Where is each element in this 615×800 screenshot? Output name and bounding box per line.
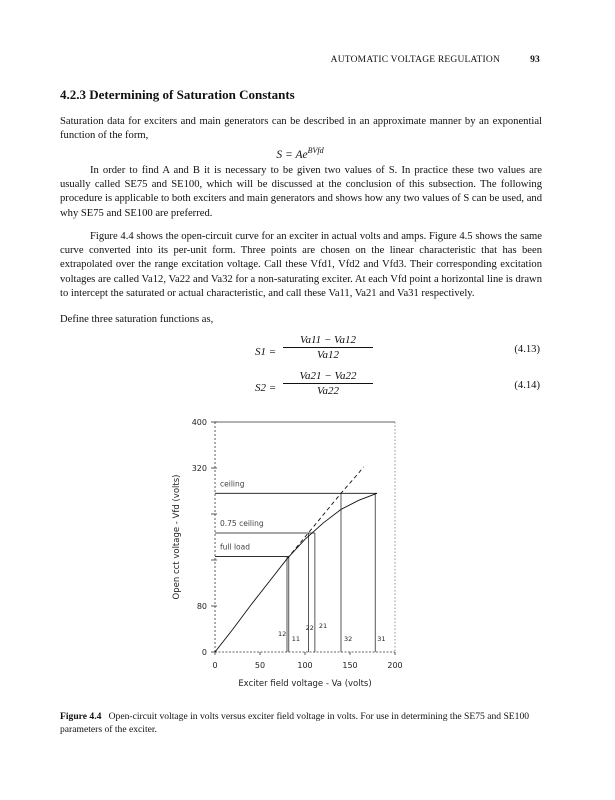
running-header	[60, 55, 540, 69]
paragraph-intro: Saturation data for exciters and main generators can be described in an approximate manner by an exponential function of the form,	[60, 116, 542, 142]
x-tick-label: 50	[254, 661, 266, 670]
y-tick-label: 80	[196, 602, 207, 611]
equation-denominator: Va12	[317, 349, 339, 361]
equation-fraction	[283, 334, 373, 361]
level-label: 0.75 ceiling	[220, 518, 264, 528]
x-tick-label: 150	[342, 661, 358, 670]
equation-exponential	[60, 146, 540, 161]
point-label: 32	[344, 635, 353, 643]
equation-number: (4.14)	[514, 380, 540, 391]
point-label: 21	[318, 622, 328, 630]
paragraph-procedure: In order to find A and B it is necessary to be given two values of S. In practice these two values are usually called SE75 and SE100, which will be discussed at the conclusion of this subsection. The following procedure is applicable to both exciters and main generators and shows how any two values of S can be used, and why SE75 and SE100 are preferred.	[60, 165, 542, 219]
paragraph-figure-description: Figure 4.4 shows the open-circuit curve for an exciter in actual volts and amps. Figure 4.5 shows the same curve converted into its per-unit form. Three points are chosen on the linear characteristic that has been extrapolated over the range excitation voltage. Call these Vfd1, Vfd2 and Vfd3. Their corresponding excitation voltages are called Va12, Va22 and Va32 for a non-saturating exciter. At each Vfd point a horizontal line is drawn to intercept the saturated or actual characteristic, and call these Va11, Va21 and Va31 respectively.	[60, 231, 542, 299]
figure-caption	[60, 710, 542, 736]
figure-caption-text: Open-circuit voltage in volts versus exciter field voltage in volts. For use in determining the SE75 and SE100 parameters of the exciter.	[60, 711, 530, 735]
paragraph-define: Define three saturation functions as,	[60, 314, 214, 325]
saturation-chart	[165, 408, 425, 708]
saturation-curve	[215, 493, 377, 652]
x-tick-label: 200	[387, 661, 403, 670]
equation-lhs: S1 =	[255, 346, 277, 358]
point-label: 11	[291, 635, 301, 643]
y-tick-label: 0	[201, 648, 207, 657]
level-label: full load	[220, 542, 250, 552]
air-gap-line	[287, 467, 364, 559]
equation-lhs: S2 =	[255, 382, 277, 394]
equation-numerator: Va11 − Va12	[283, 334, 373, 348]
y-tick-label: 400	[191, 418, 207, 427]
equation-denominator: Va22	[317, 385, 339, 397]
x-tick-label: 100	[297, 661, 313, 670]
page-number: 93	[530, 55, 540, 65]
equation-base: S = Ae	[276, 148, 308, 161]
x-tick-label: 0	[212, 661, 218, 670]
equation-fraction	[283, 370, 373, 397]
point-label: 31	[377, 635, 386, 643]
level-label: ceiling	[220, 479, 245, 489]
point-label: 22	[305, 624, 314, 632]
y-tick-label: 320	[191, 464, 207, 473]
equation-numerator: Va21 − Va22	[283, 370, 373, 384]
y-axis-title: Open cct voltage - Vfd (volts)	[172, 474, 182, 600]
equation-number: (4.13)	[514, 344, 540, 355]
x-axis-title: Exciter field voltage - Va (volts)	[238, 679, 372, 689]
equation-exponent: BVfd	[307, 146, 324, 155]
point-label: 12	[278, 630, 287, 638]
section-heading: 4.2.3 Determining of Saturation Constants	[60, 87, 295, 102]
figure-caption-label: Figure 4.4	[60, 711, 102, 722]
running-header-title: AUTOMATIC VOLTAGE REGULATION	[330, 55, 500, 65]
